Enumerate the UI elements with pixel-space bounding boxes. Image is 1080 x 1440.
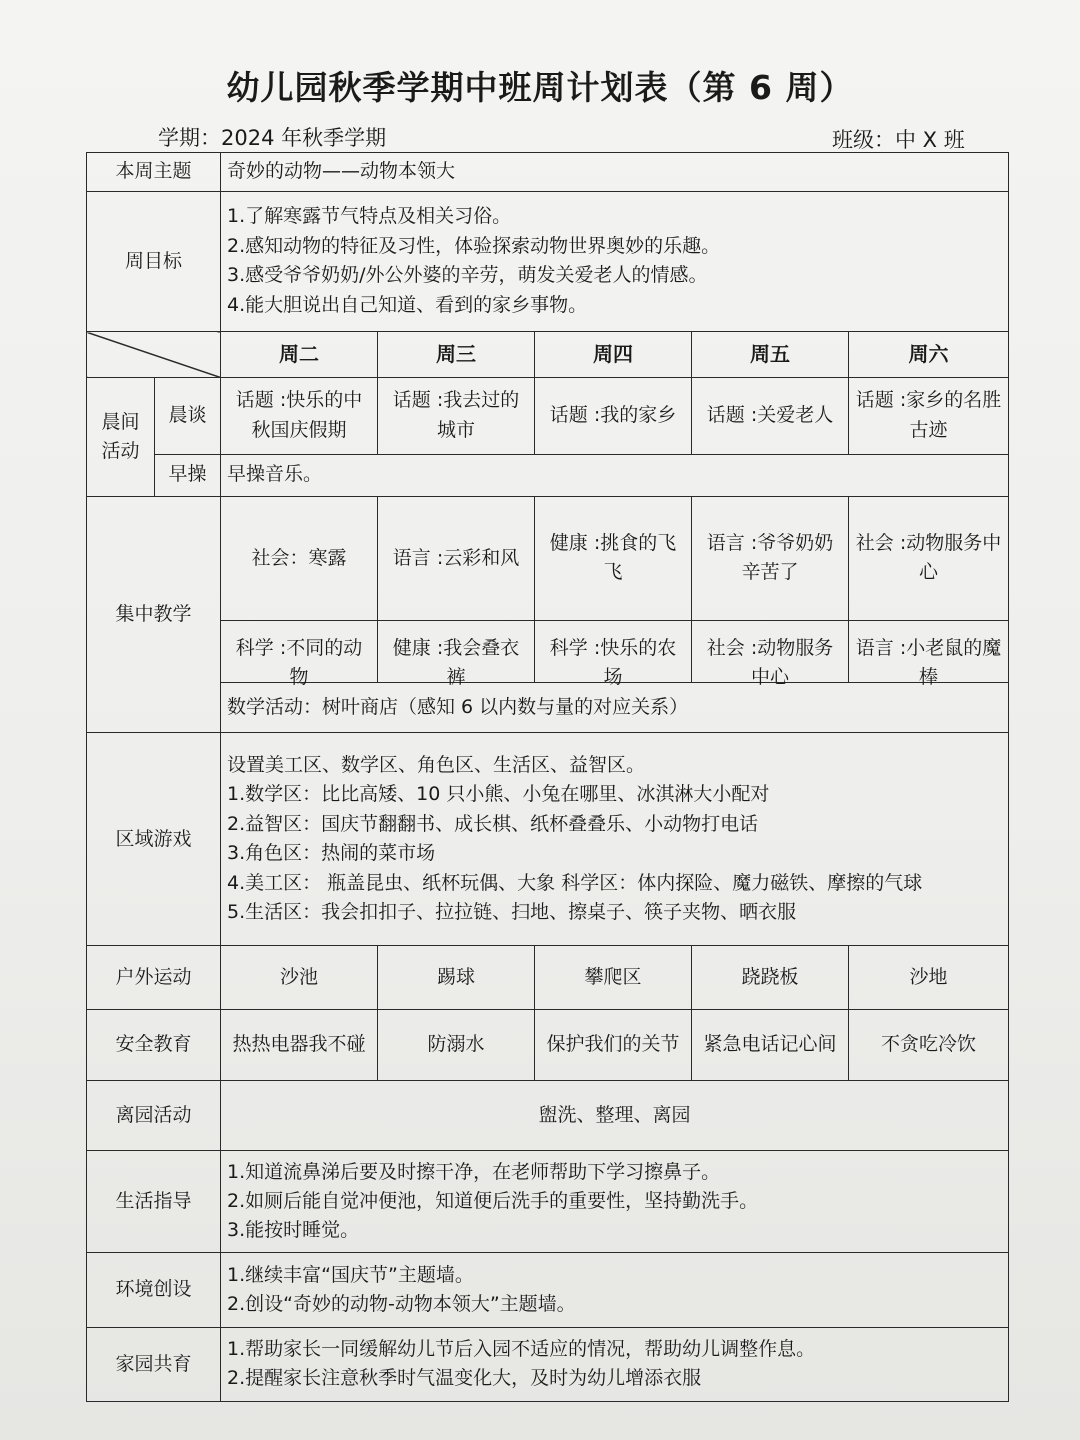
morning-talk-row xyxy=(87,378,1009,454)
goals-row xyxy=(87,191,1009,332)
area-game-item: 3.角色区：热闹的菜市场 xyxy=(227,842,436,865)
goal-item: 2.感知动物的特征及习性，体验探索动物世界奥妙的乐趣。 xyxy=(227,234,721,257)
lesson-cell xyxy=(692,621,849,689)
morning-activity-label: 晨间活动 xyxy=(87,378,155,496)
corner-diagonal-cell xyxy=(87,332,221,378)
class-label: 班级：中 X 班 xyxy=(832,128,965,152)
home-coeducation-item: 1.帮助家长一同缓解幼儿节后入园不适应的情况，帮助幼儿调整作息。 xyxy=(227,1337,816,1360)
environment-list xyxy=(221,1253,1009,1327)
environment-row xyxy=(87,1253,1009,1327)
math-activity-row xyxy=(87,683,1009,733)
leaving-value: 盥洗、整理、离园 xyxy=(221,1080,1009,1150)
theme-label: 本周主题 xyxy=(87,153,221,192)
outdoor-cell: 跷跷板 xyxy=(692,946,849,1010)
safety-cell: 紧急电话记心间 xyxy=(692,1010,849,1080)
lesson-text: 语言 :小老鼠的魔棒 xyxy=(855,636,1002,689)
outdoor-cell: 攀爬区 xyxy=(535,946,692,1010)
lesson-cell: 社会：寒露 xyxy=(221,496,378,620)
life-guidance-row xyxy=(87,1150,1009,1252)
area-games-list xyxy=(221,733,1009,946)
goal-item: 4.能大胆说出自己知道、看到的家乡事物。 xyxy=(227,293,588,316)
environment-item: 2.创设“奇妙的动物-动物本领大”主题墙。 xyxy=(227,1292,576,1315)
life-guidance-list xyxy=(221,1150,1009,1252)
talk-topic: 话题 :家乡的名胜古迹 xyxy=(849,378,1009,454)
morning-talk-label: 晨谈 xyxy=(155,378,221,454)
lesson-cell: 语言 :爷爷奶奶辛苦了 xyxy=(692,496,849,620)
outdoor-cell: 踢球 xyxy=(378,946,535,1010)
teaching-row-1 xyxy=(87,496,1009,620)
lesson-cell: 健康 :挑食的飞飞 xyxy=(535,496,692,620)
leaving-row xyxy=(87,1080,1009,1150)
lesson-cell: 社会 :动物服务中心 xyxy=(849,496,1009,620)
day-header: 周六 xyxy=(849,332,1009,378)
area-game-item: 设置美工区、数学区、角色区、生活区、益智区。 xyxy=(227,754,646,777)
home-coeducation-item: 2.提醒家长注意秋季时气温变化大，及时为幼儿增添衣服 xyxy=(227,1367,702,1390)
environment-item: 1.继续丰富“国庆节”主题墙。 xyxy=(227,1263,474,1286)
home-coeducation-label: 家园共育 xyxy=(87,1327,221,1401)
morning-exercise-label: 早操 xyxy=(155,454,221,496)
talk-topic: 话题 :我的家乡 xyxy=(535,378,692,454)
safety-cell: 防溺水 xyxy=(378,1010,535,1080)
goal-item: 3.感受爷爷奶奶/外公外婆的辛劳，萌发关爱老人的情感。 xyxy=(227,264,708,287)
outdoor-cell: 沙池 xyxy=(221,946,378,1010)
lesson-cell xyxy=(221,621,378,689)
area-game-item: 1.数学区：比比高矮、10 只小熊、小兔在哪里、冰淇淋大小配对 xyxy=(227,783,770,806)
lesson-text: 健康 :我会叠衣裤 xyxy=(392,636,520,689)
safety-cell: 保护我们的关节 xyxy=(535,1010,692,1080)
life-guidance-item: 1.知道流鼻涕后要及时擦干净，在老师帮助下学习擦鼻子。 xyxy=(227,1160,721,1183)
talk-topic: 话题 :快乐的中秋国庆假期 xyxy=(221,378,378,454)
lesson-text: 科学 :不同的动物 xyxy=(235,636,363,689)
life-guidance-item: 2.如厕后能自觉冲便池，知道便后洗手的重要性，坚持勤洗手。 xyxy=(227,1189,759,1212)
area-game-item: 5.生活区：我会扣扣子、拉拉链、扫地、擦桌子、筷子夹物、晒衣服 xyxy=(227,901,797,924)
lesson-text: 科学 :快乐的农场 xyxy=(549,636,677,689)
lesson-text: 社会 :动物服务中心 xyxy=(706,636,834,689)
goal-item: 1.了解寒露节气特点及相关习俗。 xyxy=(227,205,512,228)
semester-label: 学期：2024 年秋季学期 xyxy=(158,126,387,150)
life-guidance-item: 3.能按时睡觉。 xyxy=(227,1219,360,1242)
morning-exercise-value: 早操音乐。 xyxy=(221,454,1009,496)
safety-cell: 不贪吃冷饮 xyxy=(849,1010,1009,1080)
lesson-cell xyxy=(378,621,535,689)
day-header: 周三 xyxy=(378,332,535,378)
home-coeducation-row xyxy=(87,1327,1009,1401)
area-games-row xyxy=(87,733,1009,946)
day-header: 周五 xyxy=(692,332,849,378)
outdoor-cell: 沙地 xyxy=(849,946,1009,1010)
outdoor-row xyxy=(87,946,1009,1010)
environment-label: 环境创设 xyxy=(87,1253,221,1327)
area-game-item: 2.益智区：国庆节翻翻书、成长棋、纸杯叠叠乐、小动物打电话 xyxy=(227,812,759,835)
leaving-label: 离园活动 xyxy=(87,1080,221,1150)
weekly-plan-table xyxy=(86,152,1009,1402)
theme-row xyxy=(87,153,1009,192)
life-guidance-label: 生活指导 xyxy=(87,1150,221,1252)
home-coeducation-list xyxy=(221,1327,1009,1401)
safety-row xyxy=(87,1010,1009,1080)
math-activity: 数学活动：树叶商店（感知 6 以内数与量的对应关系） xyxy=(221,683,1009,733)
lesson-cell xyxy=(535,621,692,689)
lesson-cell xyxy=(849,621,1009,689)
area-games-label: 区域游戏 xyxy=(87,733,221,946)
page-title: 幼儿园秋季学期中班周计划表（第 6 周） xyxy=(226,68,854,107)
safety-cell: 热热电器我不碰 xyxy=(221,1010,378,1080)
days-header-row xyxy=(87,332,1009,378)
area-game-item: 4.美工区： 瓶盖昆虫、纸杯玩偶、大象 科学区：体内探险、魔力磁铁、摩擦的气球 xyxy=(227,871,923,894)
teaching-label: 集中教学 xyxy=(87,496,221,733)
day-header: 周四 xyxy=(535,332,692,378)
talk-topic: 话题 :关爱老人 xyxy=(692,378,849,454)
theme-value: 奇妙的动物——动物本领大 xyxy=(221,153,1009,192)
safety-label: 安全教育 xyxy=(87,1010,221,1080)
talk-topic: 话题 :我去过的城市 xyxy=(378,378,535,454)
outdoor-label: 户外运动 xyxy=(87,946,221,1010)
goals-label: 周目标 xyxy=(87,191,221,332)
day-header: 周二 xyxy=(221,332,378,378)
teaching-row-2 xyxy=(87,621,1009,683)
goals-list xyxy=(221,191,1009,332)
lesson-cell: 语言 :云彩和风 xyxy=(378,496,535,620)
morning-exercise-row xyxy=(87,454,1009,496)
